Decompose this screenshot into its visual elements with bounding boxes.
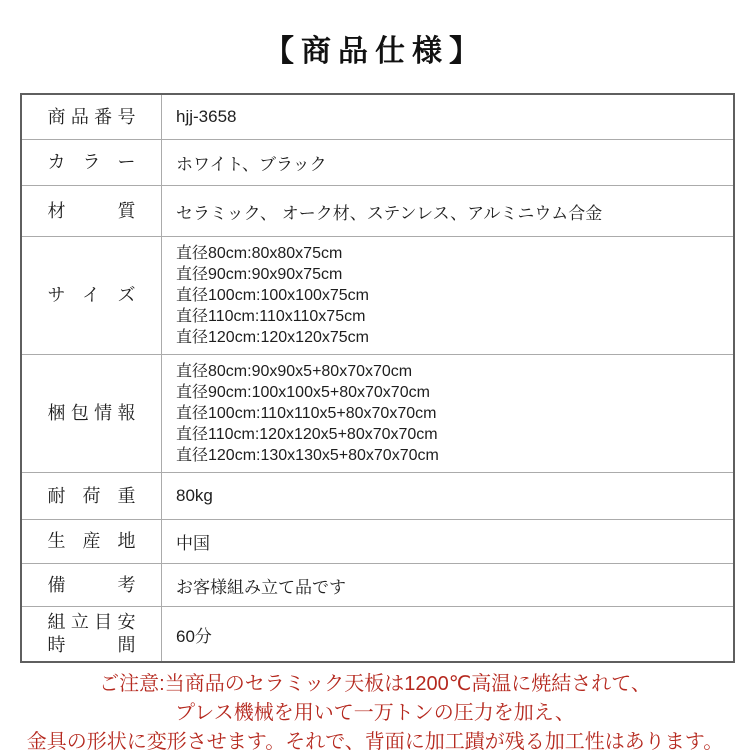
notice-line: ご注意:当商品のセラミック天板は1200℃高温に焼結されて、 (99, 673, 651, 695)
spec-value-line: 直径120cm:120x120x75cm (176, 329, 369, 346)
spec-label: 梱包情報 (47, 403, 136, 423)
table-row-item-number (22, 95, 733, 140)
spec-value-cell (162, 473, 733, 519)
spec-label: 備考 (47, 574, 136, 595)
spec-label-cell (22, 607, 162, 661)
spec-label-cell (22, 186, 162, 236)
spec-value: 60分 (176, 626, 212, 646)
spec-label-cell (22, 355, 162, 472)
spec-label: 材質 (47, 200, 136, 221)
spec-value-cell (162, 607, 733, 661)
spec-value-line: 直径80cm:80x80x75cm (176, 245, 343, 262)
table-row-color (22, 140, 733, 186)
spec-value-line: 直径90cm:100x100x5+80x70x70cm (176, 384, 430, 401)
spec-label-cell (22, 140, 162, 185)
table-row-assembly-time (22, 607, 733, 661)
page-title: 【商品仕様】 (264, 35, 486, 68)
table-row-load-capacity (22, 473, 733, 520)
spec-value-cell (162, 355, 733, 472)
spec-value-cell (162, 520, 733, 563)
notice-line: 金具の形状に変形させます。それで、背面に加工蹟が残る加工性はあります。 (26, 731, 724, 750)
spec-value-cell (162, 564, 733, 606)
spec-label: 耐荷重 (47, 485, 136, 506)
notice (0, 670, 750, 750)
spec-label-cell (22, 95, 162, 139)
spec-value: hjj-3658 (176, 107, 237, 126)
spec-label: 組立目安時間 (47, 612, 136, 655)
spec-label: カラー (47, 152, 136, 172)
spec-label: 商品番号 (47, 106, 136, 127)
spec-value-cell (162, 140, 733, 185)
spec-label-cell (22, 564, 162, 606)
spec-value-cell (162, 186, 733, 236)
spec-value-line: 直径90cm:90x90x75cm (176, 266, 343, 283)
spec-value-cell (162, 237, 733, 354)
table-row-packing-info (22, 355, 733, 473)
spec-value-line: 直径110cm:120x120x5+80x70x70cm (176, 426, 438, 443)
notice-line: プレス機械を用いて一万トンの圧力を加え、 (175, 702, 575, 724)
table-row-remarks (22, 564, 733, 607)
spec-value-line: 直径120cm:130x130x5+80x70x70cm (176, 447, 439, 464)
spec-value: 80kg (176, 486, 213, 505)
spec-value: ホワイト、ブラック (176, 155, 327, 174)
spec-label: サイズ (47, 285, 136, 305)
spec-label-cell (22, 520, 162, 563)
spec-label-cell (22, 237, 162, 354)
spec-value-cell (162, 95, 733, 139)
spec-value-line: 直径100cm:110x110x5+80x70x70cm (176, 405, 437, 422)
spec-label-cell (22, 473, 162, 519)
table-row-size (22, 237, 733, 355)
spec-table (20, 93, 735, 663)
product-spec-page (0, 26, 750, 750)
spec-value: 中国 (176, 534, 210, 553)
spec-label: 生産地 (47, 531, 136, 551)
table-row-material (22, 186, 733, 237)
table-row-origin (22, 520, 733, 564)
spec-value-line: 直径80cm:90x90x5+80x70x70cm (176, 363, 413, 380)
spec-value: お客様組み立て品です (176, 577, 346, 597)
spec-value: セラミック、 オーク材、ステンレス、アルミニウム合金 (176, 203, 603, 223)
spec-value-line: 直径100cm:100x100x75cm (176, 287, 369, 304)
spec-value-line: 直径110cm:110x110x75cm (176, 308, 366, 325)
